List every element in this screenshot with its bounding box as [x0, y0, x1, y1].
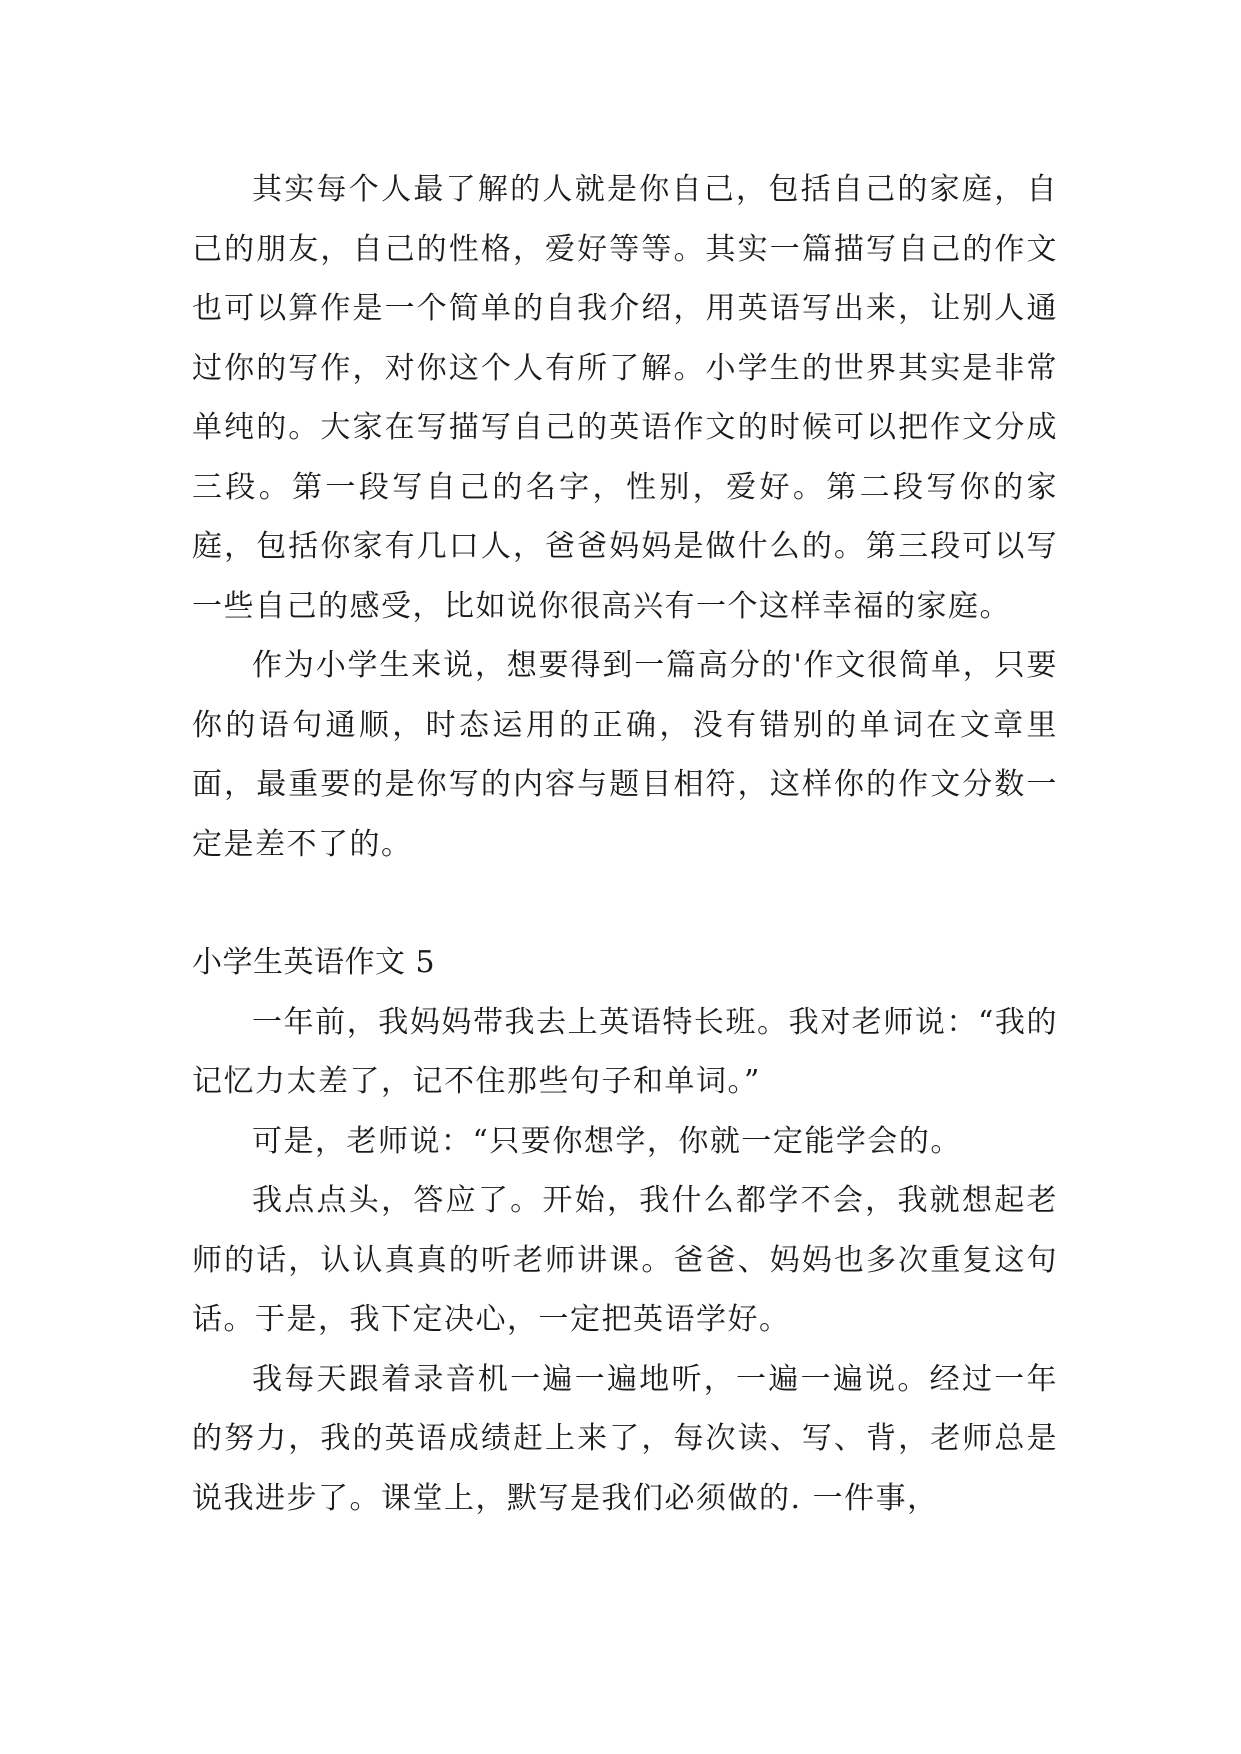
document-body	[192, 160, 1058, 1528]
paragraph: 作为小学生来说，想要得到一篇高分的'作文很简单，只要你的语句通顺，时态运用的正确，没有错别的单词在文章里面，最重要的是你写的内容与题目相符，这样你的作文分数一定是差不了的。	[192, 648, 1058, 862]
paragraph: 其实每个人最了解的人就是你自己，包括自己的家庭，自己的朋友，自己的性格，爱好等等。其实一篇描写自己的作文也可以算作是一个简单的自我介绍，用英语写出来，让别人通过你的写作，对你这个人有所了解。小学生的世界其实是非常单纯的。大家在写描写自己的英语作文的时候可以把作文分成三段。第一段写自己的名字，性别，爱好。第二段写你的家庭，包括你家有几口人，爸爸妈妈是做什么的。第三段可以写一些自己的感受，比如说你很高兴有一个这样幸福的家庭。	[192, 172, 1058, 624]
section-heading: 小学生英语作文 5	[192, 945, 436, 980]
paragraph: 可是，老师说：“只要你想学，你就一定能学会的。	[252, 1123, 962, 1159]
paragraph: 一年前，我妈妈带我去上英语特长班。我对老师说：“我的记忆力太差了，记不住那些句子和单词。”	[192, 1004, 1058, 1099]
paragraph: 我点点头，答应了。开始，我什么都学不会，我就想起老师的话，认认真真的听老师讲课。爸爸、妈妈也多次重复这句话。于是，我下定决心，一定把英语学好。	[192, 1183, 1058, 1337]
paragraph: 我每天跟着录音机一遍一遍地听，一遍一遍说。经过一年的努力，我的英语成绩赶上来了，每次读、写、背，老师总是说我进步了。课堂上，默写是我们必须做的. 一件事，	[192, 1361, 1058, 1516]
